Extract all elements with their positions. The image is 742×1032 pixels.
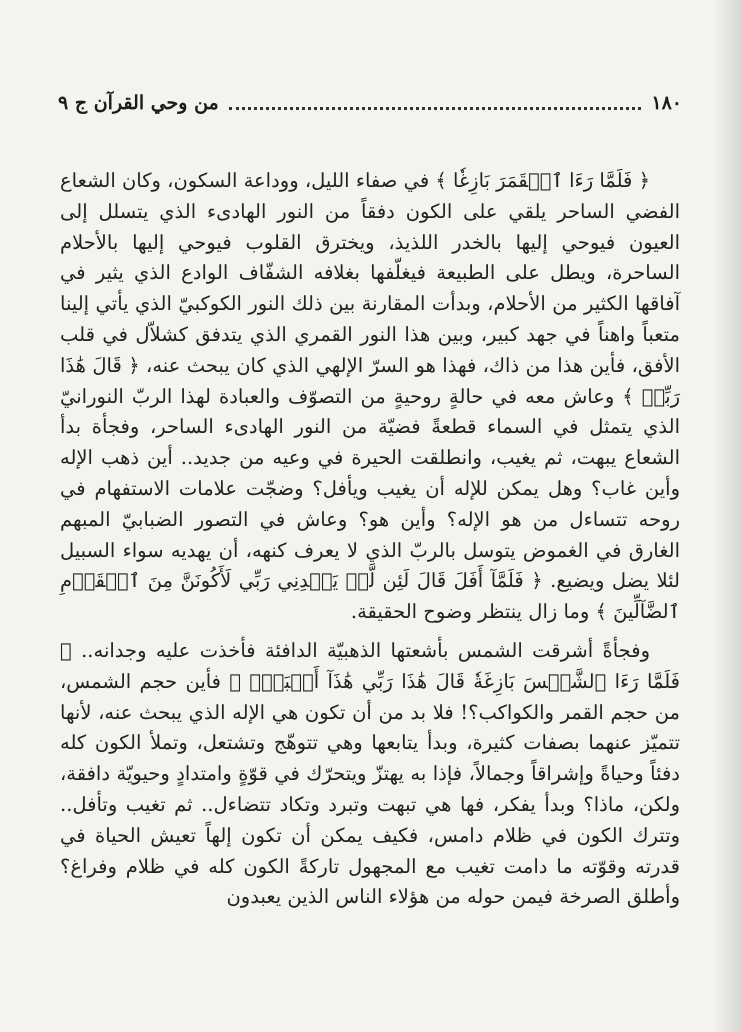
page-number: ١٨٠	[651, 92, 682, 114]
running-header	[58, 88, 682, 118]
book-title: من وحي القرآن ج ٩	[58, 92, 219, 114]
page-edge-shadow	[712, 0, 742, 1032]
body-text	[60, 166, 680, 913]
paragraph-2: وفجأةً أشرقت الشمس بأشعتها الذهبيّة الدافئة فأخذت عليه وجدانه.. ﴿ فَلَمَّا رَءَا ٱلشَّمۡسَ بَازِغَةٗ قَالَ هَٰذَا رَبِّي هَٰذَآ أَكۡبَرُۖ ﴾ فأين حجم الشمس، من حجم القمر والكواكب؟! فلا بد من أن تكون هي الإله الذي يبحث عنه، لأنها تتميّز عنهما بصفات كثيرة، وبدأ يتابعها وهي تتوهّج وتشتعل، وتملأ الكون كله دفئاً وحياةً وإشراقاً وجمالاً، فإذا به يهتزّ ويتحرّك في قوّةٍ وامتدادٍ وحيويّة دافقة، ولكن، ماذا؟ وبدأ يفكر، فها هي تبهت وتبرد وتكاد تتضاءل.. ثم تغيب وتأفل.. وتترك الكون في ظلام دامس، فكيف يمكن أن تكون إلهاً تعيش الحياة في قدرته وقوّته ما دامت تغيب مع المجهول تاركةً الكون كله في ظلام وفراغ؟ وأطلق الصرخة فيمن حوله من هؤلاء الناس الذين يعبدون	[60, 638, 680, 909]
header-dot-leader	[229, 97, 642, 110]
paragraph-1: ﴿ فَلَمَّا رَءَا ٱلۡقَمَرَ بَازِغٗا ﴾ في صفاء الليل، ووداعة السكون، وكان الشعاع الفضي الساحر يلقي على الكون دفقاً من النور الهادىء الذي يتسلل إلى العيون فيوحي إليها بالخدر اللذيذ، ويخترق القلوب فيوحي إليها بالأحلام الساحرة، ويطل على الطبيعة فيغلّفها بغلافه الشفّاف الوادع الذي يثير في آفاقها الكثير من الأحلام، وبدأت المقارنة بين ذلك النور الكوكبيّ الذي يأتي إلينا متعباً واهناً في جهد كبير، وبين هذا النور القمري الذي يتدفق كشلاّل في قلب الأفق، فأين هذا من ذاك، فهذا هو السرّ الإلهي الذي كان يبحث عنه، ﴿ قَالَ هَٰذَا رَبِّيۖ ﴾ وعاش معه في حالةٍ روحيةٍ من التصوّف والعبادة لهذا الربّ النورانيّ الذي يتمثل في السماء قطعةً فضيّة من النور الهادىء الساحر، وفجأة بدأ الشعاع يبهت، ثم يغيب، وانطلقت الحيرة في وعيه من جديد.. أين ذهب الإله وأين غاب؟ وهل يمكن للإله أن يغيب ويأفل؟ وضجّت علامات الاستفهام في روحه تتساءل من هو الإله؟ وأين هو؟ وعاش في التصور الضبابيّ المبهم الغارق في الغموض يتوسل بالربّ الذي لا يعرف كنهه، أن يهديه سواء السبيل لئلا يضل ويضيع. ﴿ فَلَمَّآ أَفَلَ قَالَ لَئِن لَّمۡ يَهۡدِنِي رَبِّي لَأَكُونَنَّ مِنَ ٱلۡقَوۡمِ ٱلضَّآلِّينَ ﴾ وما زال ينتظر وضوح الحقيقة.	[60, 169, 680, 624]
